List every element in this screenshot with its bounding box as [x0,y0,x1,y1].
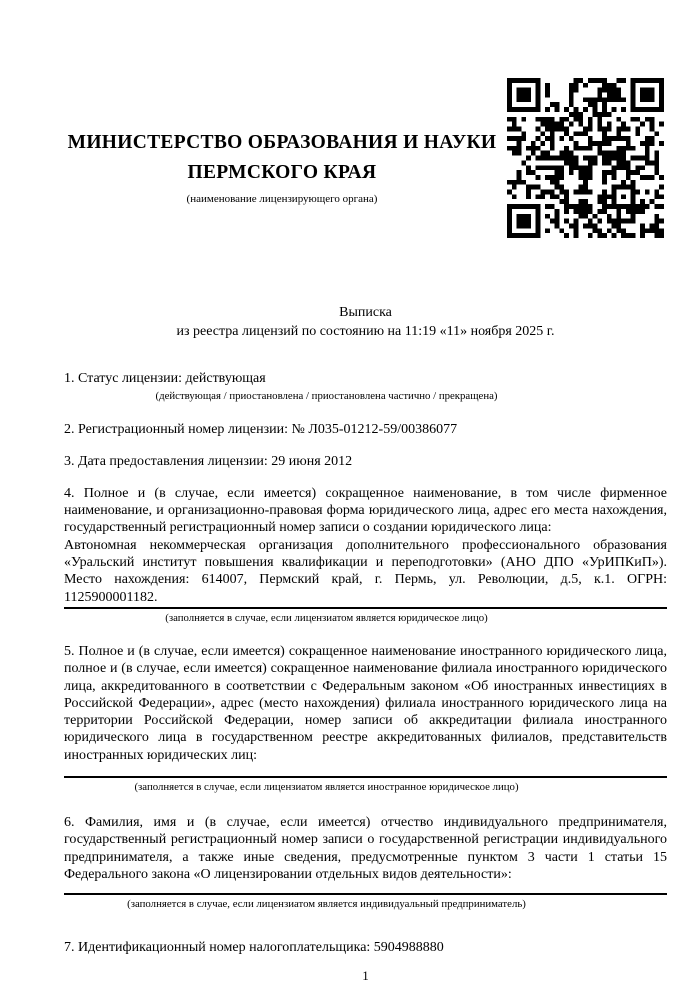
item-6-fill-caption: (заполняется в случае, если лицензиатом является индивидуальный предприниматель) [127,898,526,911]
item-4-legal-entity-label: 4. Полное и (в случае, если имеется) сокращенное наименование, в том числе фирменное наименование, и организационно-правовая форма юридического лица, адрес его места нахождения, государственный регистрационный номер записи о создании юридического лица: [64,485,667,536]
page-number: 1 [362,967,369,983]
document-title-line1: Выписка [339,305,392,320]
item-1-license-status: 1. Статус лицензии: действующая [64,371,266,386]
item-6-individual-entrepreneur [64,814,667,883]
item-5-fill-caption: (заполняется в случае, если лицензиатом является иностранное юридическое лицо) [134,781,519,794]
document-header [64,78,667,238]
ministry-name-line1: МИНИСТЕРСТВО ОБРАЗОВАНИЯ И НАУКИ [67,132,497,153]
item-4-legal-entity [64,485,667,606]
item-1-status-options-caption: (действующая / приостановлена / приостановлена частично / прекращена) [155,390,498,403]
item-5-underline [64,776,667,778]
ministry-name-line2: ПЕРМСКОГО КРАЯ [187,162,377,183]
document-content [64,0,667,984]
document-title [64,303,667,341]
item-6-individual-entrepreneur-label: 6. Фамилия, имя и (в случае, если имеется) отчество индивидуального предпринимателя, государственный регистрационный номер записи о государственной регистрации индивидуального предпринимателя, а также иные сведения, предусмотренные пунктом 3 части 1 статьи 15 Федерального закона «О лицензировании отдельных видов деятельности»: [64,815,667,882]
item-4-underline [64,607,667,609]
licensing-authority-caption: (наименование лицензирующего органа) [186,193,378,205]
item-5-foreign-entity-label: 5. Полное и (в случае, если имеется) сокращенное наименование иностранного юридического лица, полное и (в случае, если имеется) сокращенное наименование филиала иностранного юридического лица, аккредитованного в соответствии с Федеральным законом «Об иностранных инвестициях в Российской Федерации», адрес (место нахождения) филиала иностранного юридического лица на территории Российской Федерации, номер записи об аккредитации филиала иностранного юридического лица в государственном реестре аккредитованных филиалов, представительств иностранных юридических лиц: [64,643,667,763]
item-5-foreign-entity [64,643,667,764]
item-4-fill-caption: (заполняется в случае, если лицензиатом является юридическое лицо) [165,611,488,624]
item-2-registration-number: 2. Регистрационный номер лицензии: № Л035-01212-59/00386077 [64,422,458,438]
licensing-authority-block [64,128,500,206]
item-3-grant-date: 3. Дата предоставления лицензии: 29 июня 2012 [64,453,353,469]
qr-code-icon [507,78,664,238]
item-7-taxpayer-number: 7. Идентификационный номер налогоплательщика: 5904988880 [64,940,444,956]
item-4-legal-entity-value: Автономная некоммерческая организация дополнительного профессионального образования «Уральский институт повышения квалификации и переподготовки» (АНО ДПО «УрИПКиП»). Место нахождения: 614007, Пермский край, г. Пермь, ул. Революции, д.5, к.1. ОГРН: 1125900001182. [64,537,667,605]
document-title-line2: из реестра лицензий по состоянию на 11:19 «11» ноября 2025 г. [176,324,555,339]
qr-code-container [507,78,664,238]
item-6-underline [64,893,667,895]
